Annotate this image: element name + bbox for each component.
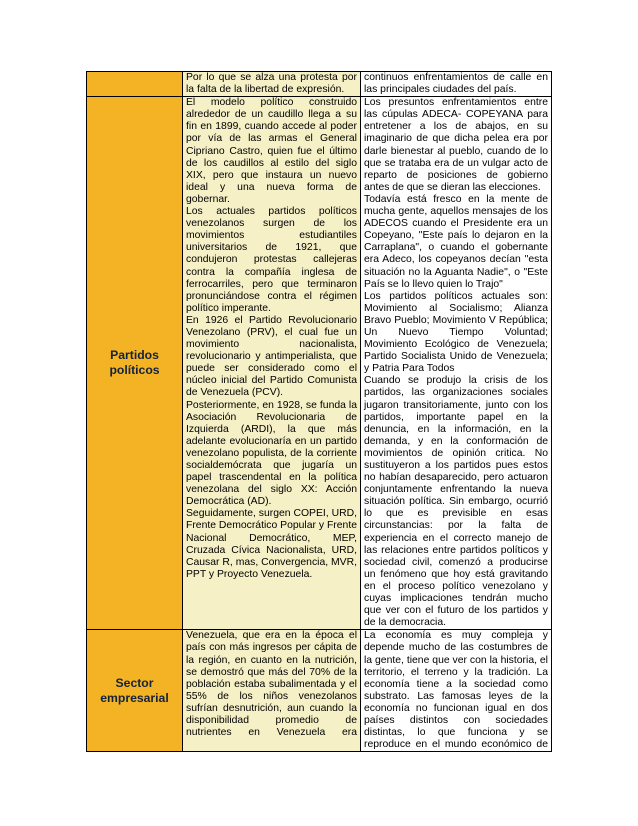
right-cell-partidos [361,97,552,630]
paragraph: El modelo político construido alrededor de un caudillo llega a su fin en 1899, cuando accede al poder por vía de las armas el General Cipriano Castro, quien fue el último de los caudillos al estilo del siglo XIX, pero que instaura un nuevo ideal y una nueva forma de gobernar. [186,97,357,205]
paragraph: Todavía está fresco en la mente de mucha gente, aquellos mensajes de los ADECOS cuando el Presidente era un Copeyano, "Este país lo dejaron en la Carraplana", o cuando el gobernante era Adeco, los copeyanos decían "esta situación no la Aguanta Nadie", o "Este País se lo llevo quien lo Trajo" [364,193,548,290]
paragraph: Los partidos políticos actuales son: Movimiento al Socialismo; Alianza Bravo Pueblo; Movimiento V República; Un Nuevo Tiempo Voluntad; Movimiento Ecológico de Venezuela; Partido Socialista Unido de Venezuela; y Patria Para Todos [364,290,548,375]
left-cell-sector [183,630,361,752]
document-table [86,71,552,752]
paragraph: Por lo que se alza una protesta por la falta de la libertad de expresión. [186,72,357,96]
table-row-partidos [87,97,552,630]
left-cell-intro [183,72,361,97]
paragraph: Venezuela, que era en la época el país con más ingresos per cápita de la región, en cuanto en la nutrición, se demostró que más del 70% de la población estaba subalimentada y el 55% de los niños venezolanos sufrían desnutrición, aun cuando la disponibilidad promedio de nutrientes en Venezuela era [186,630,357,739]
table-row-intro [87,72,552,97]
right-cell-sector [361,630,552,752]
table-row-sector [87,630,552,752]
row-label-empty [87,72,183,97]
paragraph: continuos enfrentamientos de calle en las principales ciudades del país. [364,72,548,96]
paragraph: Posteriormente, en 1928, se funda la Asociación Revolucionaria de Izquierda (ARDI), la que más adelante evolucionaría en un partido venezolano populista, de la corriente socialdemócrata que jugaría un papel trascendental en la política venezolana del siglo XX: Acción Democrática (AD). [186,399,357,508]
paragraph: En 1926 el Partido Revolucionario Venezolano (PRV), el cual fue un movimiento nacionalista, revolucionario y antimperialista, que puede ser considerado como el núcleo inicial del Partido Comunista de Venezuela (PCV). [186,314,357,399]
paragraph: Cuando se produjo la crisis de los partidos, las organizaciones sociales jugaron transitoriamente, junto con los partidos, importante papel en la denuncia, en la información, en la demanda, y en la conformación de movimientos de opinión critica. No sustituyeron a los partidos pues estos no habían desaparecido, pero actuaron conjuntamente enfrentando la nueva situación política. Sin embargo, ocurrió lo que es previsible en esas circunstancias: por la falta de experiencia en el correcto manejo de las relaciones entre partidos políticos y sociedad civil, comenzó a producirse un fenómeno que hoy está gravitando en el proceso político venezolano y cuyas implicaciones tendrán mucho que ver con el futuro de los partidos y de la democracia. [364,375,548,629]
row-label-partidos-politicos: Partidos políticos [87,97,183,630]
paragraph: Los actuales partidos políticos venezolanos surgen de los movimientos estudiantiles universitarios de 1921, que condujeron protestas callejeras contra la compañía inglesa de ferrocarriles, pero que terminaron pronunciándose contra el régimen político imperante. [186,206,357,314]
paragraph: Seguidamente, surgen COPEI, URD, Frente Democrático Popular y Frente Nacional Democrático, MEP, Cruzada Cívica Nacionalista, URD, Causar R, mas, Convergencia, MVR, PPT y Proyecto Venezuela. [186,508,357,580]
paragraph: La economía es muy compleja y depende mucho de las costumbres de la gente, tiene que ver con la historia, el territorio, el terreno y la tradición. La economía tiene a la sociedad como substrato. Las famosas leyes de la economía no funcionan igual en dos países distintos con sociedades distintas, lo que funciona y se reproduce en el mundo económico de [364,630,548,751]
left-cell-partidos [183,97,361,630]
right-cell-intro [361,72,552,97]
paragraph: Los presuntos enfrentamientos entre las cúpulas ADECA- COPEYANA para entretener a los de abajos, en su imaginario de que dicha pelea era por darle bienestar al pueblo, cuando de lo que se trataba era de un vulgar acto de reparto de posiciones de gobierno antes de que se dieran las elecciones. [364,97,548,193]
row-label-sector-empresarial: Sector empresarial [87,630,183,752]
